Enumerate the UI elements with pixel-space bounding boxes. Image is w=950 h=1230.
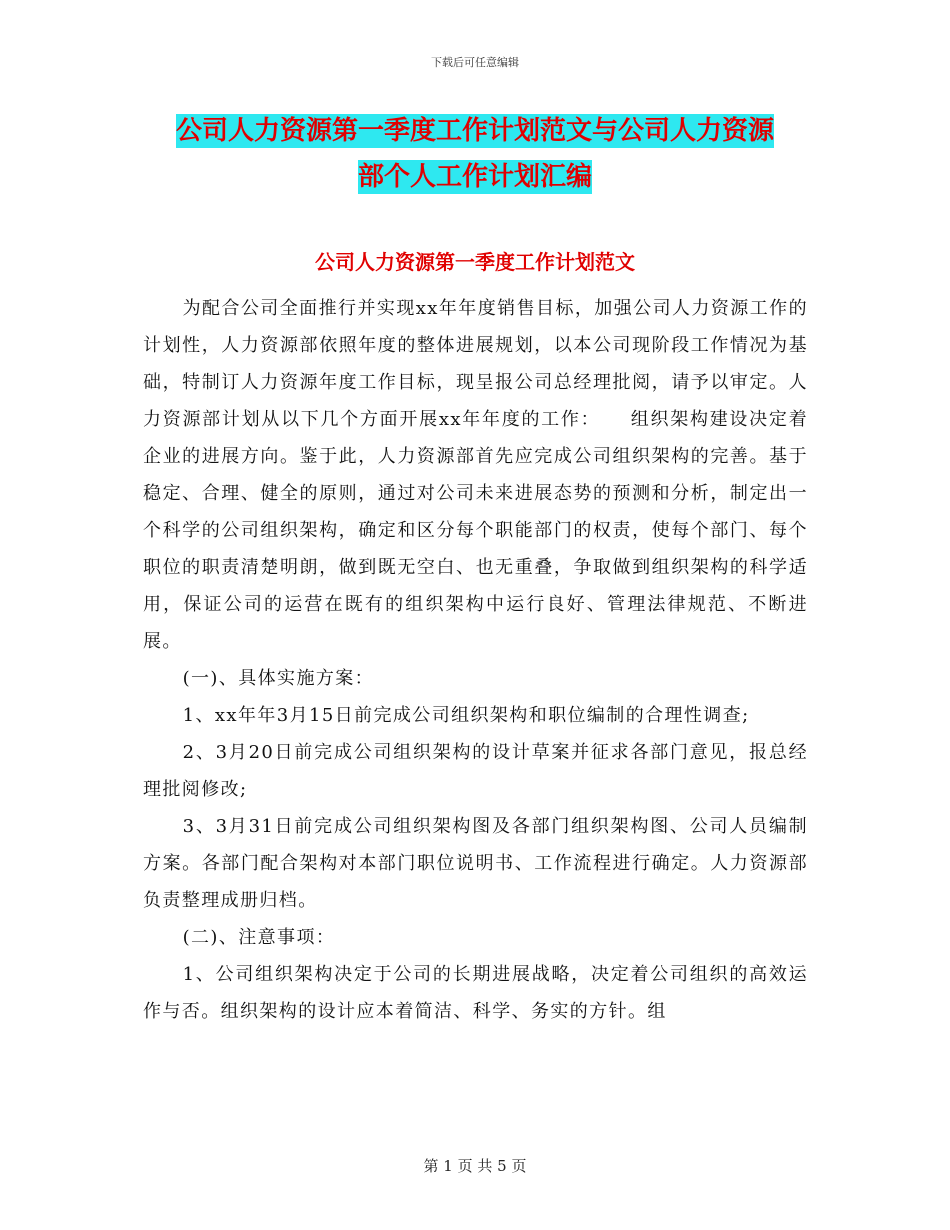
paragraph-note-1: 1、公司组织架构决定于公司的长期进展战略，决定着公司组织的高效运作与否。组织架构的设计应本着简洁、科学、务实的方针。组 — [143, 964, 808, 1022]
paragraph-item-2: 2、3月20日前完成公司组织架构的设计草案并征求各部门意见，报总经理批阅修改; — [143, 742, 808, 800]
paragraph-heading-notes: (二)、注意事项： — [182, 927, 336, 948]
paragraph-intro: 为配合公司全面推行并实现xx年年度销售目标，加强公司人力资源工作的计划性，人力资源部依照年度的整体进展规划，以本公司现阶段工作情况为基础，特制订人力资源年度工作目标，现呈报公司总经理批阅，请予以审定。人力资源部计划从以下几个方面开展xx年年度的工作： 组织架构建设决定着企业的进展方向。鉴于此，人力资源部首先应完成公司组织架构的完善。基于稳定、合理、健全的原则，通过对公司未来进展态势的预测和分析，制定出一个科学的公司组织架构，确定和区分每个职能部门的权责，使每个部门、每个职位的职责清楚明朗，做到既无空白、也无重叠，争取做到组织架构的科学适用，保证公司的运营在既有的组织架构中运行良好、管理法律规范、不断进展。 — [143, 298, 808, 652]
document-title-line-2: 部个人工作计划汇编 — [357, 162, 592, 192]
paragraph-item-3: 3、3月31日前完成公司组织架构图及各部门组织架构图、公司人员编制方案。各部门配合架构对本部门职位说明书、工作流程进行确定。人力资源部负责整理成册归档。 — [143, 816, 808, 911]
header-note: 下载后可任意编辑 — [431, 56, 519, 69]
section-title: 公司人力资源第一季度工作计划范文 — [315, 250, 635, 274]
document-body — [143, 290, 808, 1030]
document-title-line-1: 公司人力资源第一季度工作计划范文与公司人力资源 — [175, 116, 774, 146]
document-title — [140, 108, 810, 200]
page-number-footer: 第 1 页 共 5 页 — [423, 1157, 527, 1175]
paragraph-item-1: 1、xx年年3月15日前完成公司组织架构和职位编制的合理性调查; — [182, 705, 750, 726]
paragraph-heading-plan: (一)、具体实施方案： — [182, 668, 375, 689]
